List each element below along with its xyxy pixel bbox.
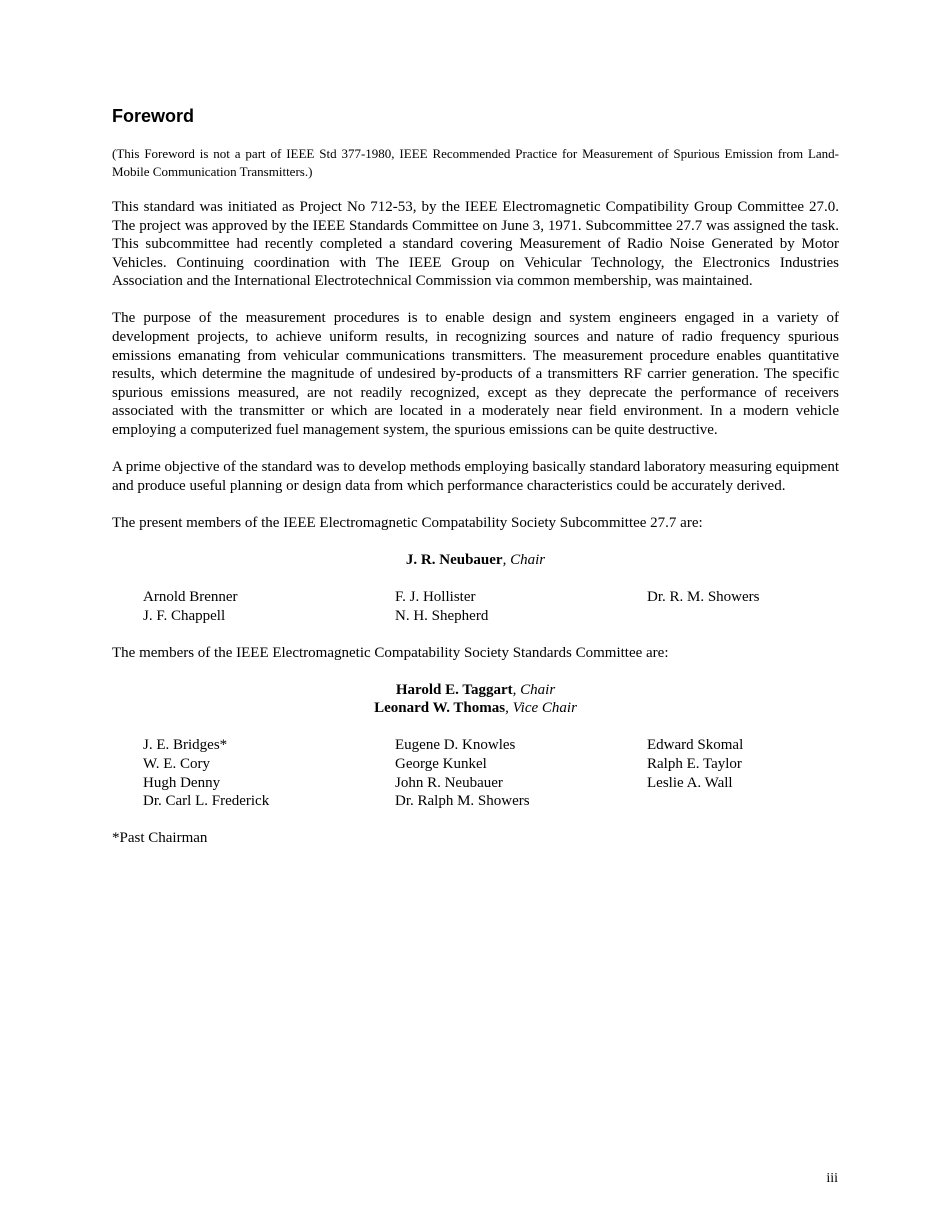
paragraph-initiation: This standard was initiated as Project No 712-53, by the IEEE Electromagnetic Compatibility Group Committee 27.0. The project was approved by the IEEE Standards Committee on June 3, 1971. Subcommittee 27.7 was assigned the task. This subcommittee had recently completed a standard covering Measurement of Radio Noise Generated by Motor Vehicles. Continuing coordination with The IEEE Group on Vehicular Technology, the Electronics Industries Association and the International Electrotechnical Commission via common membership, was maintained. (112, 199, 839, 290)
subcommittee-intro: The present members of the IEEE Electromagnetic Compatability Society Subcommittee 27.7 are: (112, 514, 703, 531)
member-name: Hugh Denny (143, 774, 221, 791)
member-name (647, 792, 837, 811)
standards-vice-chair-name: Leonard W. Thomas (374, 700, 506, 717)
page-title: Foreword (112, 106, 195, 126)
member-name: Edward Skomal (647, 737, 744, 754)
standards-committee-member-list (143, 736, 839, 810)
member-name: Ralph E. Taylor (647, 756, 742, 773)
standards-committee-officers (112, 681, 839, 718)
member-name: J. F. Chappell (143, 607, 226, 624)
member-name: Arnold Brenner (143, 589, 238, 605)
subcommittee-chair-name: J. R. Neubauer (405, 551, 503, 568)
member-name: Eugene D. Knowles (395, 737, 516, 754)
paragraph-objective: A prime objective of the standard was to develop methods employing basically standard laboratory measuring equipment and produce useful planning or design data from which performance characteristics could be accurately derived. (112, 459, 839, 494)
foreword-page (112, 104, 839, 848)
member-name: Leslie A. Wall (647, 774, 733, 791)
member-name: Dr. Ralph M. Showers (395, 793, 530, 810)
standards-chair-role: , Chair (512, 681, 556, 698)
standards-committee-intro: The members of the IEEE Electromagnetic Compatability Society Standards Committee are: (112, 644, 669, 661)
member-name: J. E. Bridges* (143, 737, 228, 754)
subcommittee-chair-role: , Chair (502, 551, 546, 568)
footnote: *Past Chairman (112, 830, 208, 847)
standards-vice-chair-role: , Vice Chair (505, 700, 577, 717)
member-name: W. E. Cory (143, 756, 210, 773)
member-name: John R. Neubauer (395, 774, 503, 791)
member-name: Dr. R. M. Showers (647, 589, 760, 605)
member-name: F. J. Hollister (395, 589, 476, 605)
paragraph-purpose: The purpose of the measurement procedures is to enable design and system engineers engaged in a variety of development projects, to achieve uniform results, in recognizing sources and nature of radio frequency spurious emissions emanating from vehicular communications transmitters. The measurement procedure enables quantitative results, which determine the magnitude of undesired by-products of a transmitters RF carrier generation. The specific spurious emissions measured, are not readily recognized, except as they deprecate the performance of receivers associated with the transmitter or which are located in a moderately near field environment. In a modern vehicle employing a computerized fuel management system, the spurious emissions can be quite destructive. (112, 310, 839, 439)
member-name: N. H. Shepherd (395, 607, 489, 624)
member-name (647, 607, 837, 626)
member-name: Dr. Carl L. Frederick (143, 793, 270, 810)
page-number: iii (826, 1171, 838, 1186)
standards-committee-chair (112, 681, 839, 700)
standards-chair-name: Harold E. Taggart (395, 681, 513, 698)
foreword-disclaimer: (This Foreword is not a part of IEEE Std 377-1980, IEEE Recommended Practice for Measurement of Spurious Emission from Land-Mobile Communication Transmitters.) (112, 146, 839, 179)
subcommittee-chair (112, 551, 839, 570)
subcommittee-member-list (143, 588, 839, 625)
member-name: George Kunkel (395, 756, 487, 773)
standards-committee-vice-chair (112, 699, 839, 718)
